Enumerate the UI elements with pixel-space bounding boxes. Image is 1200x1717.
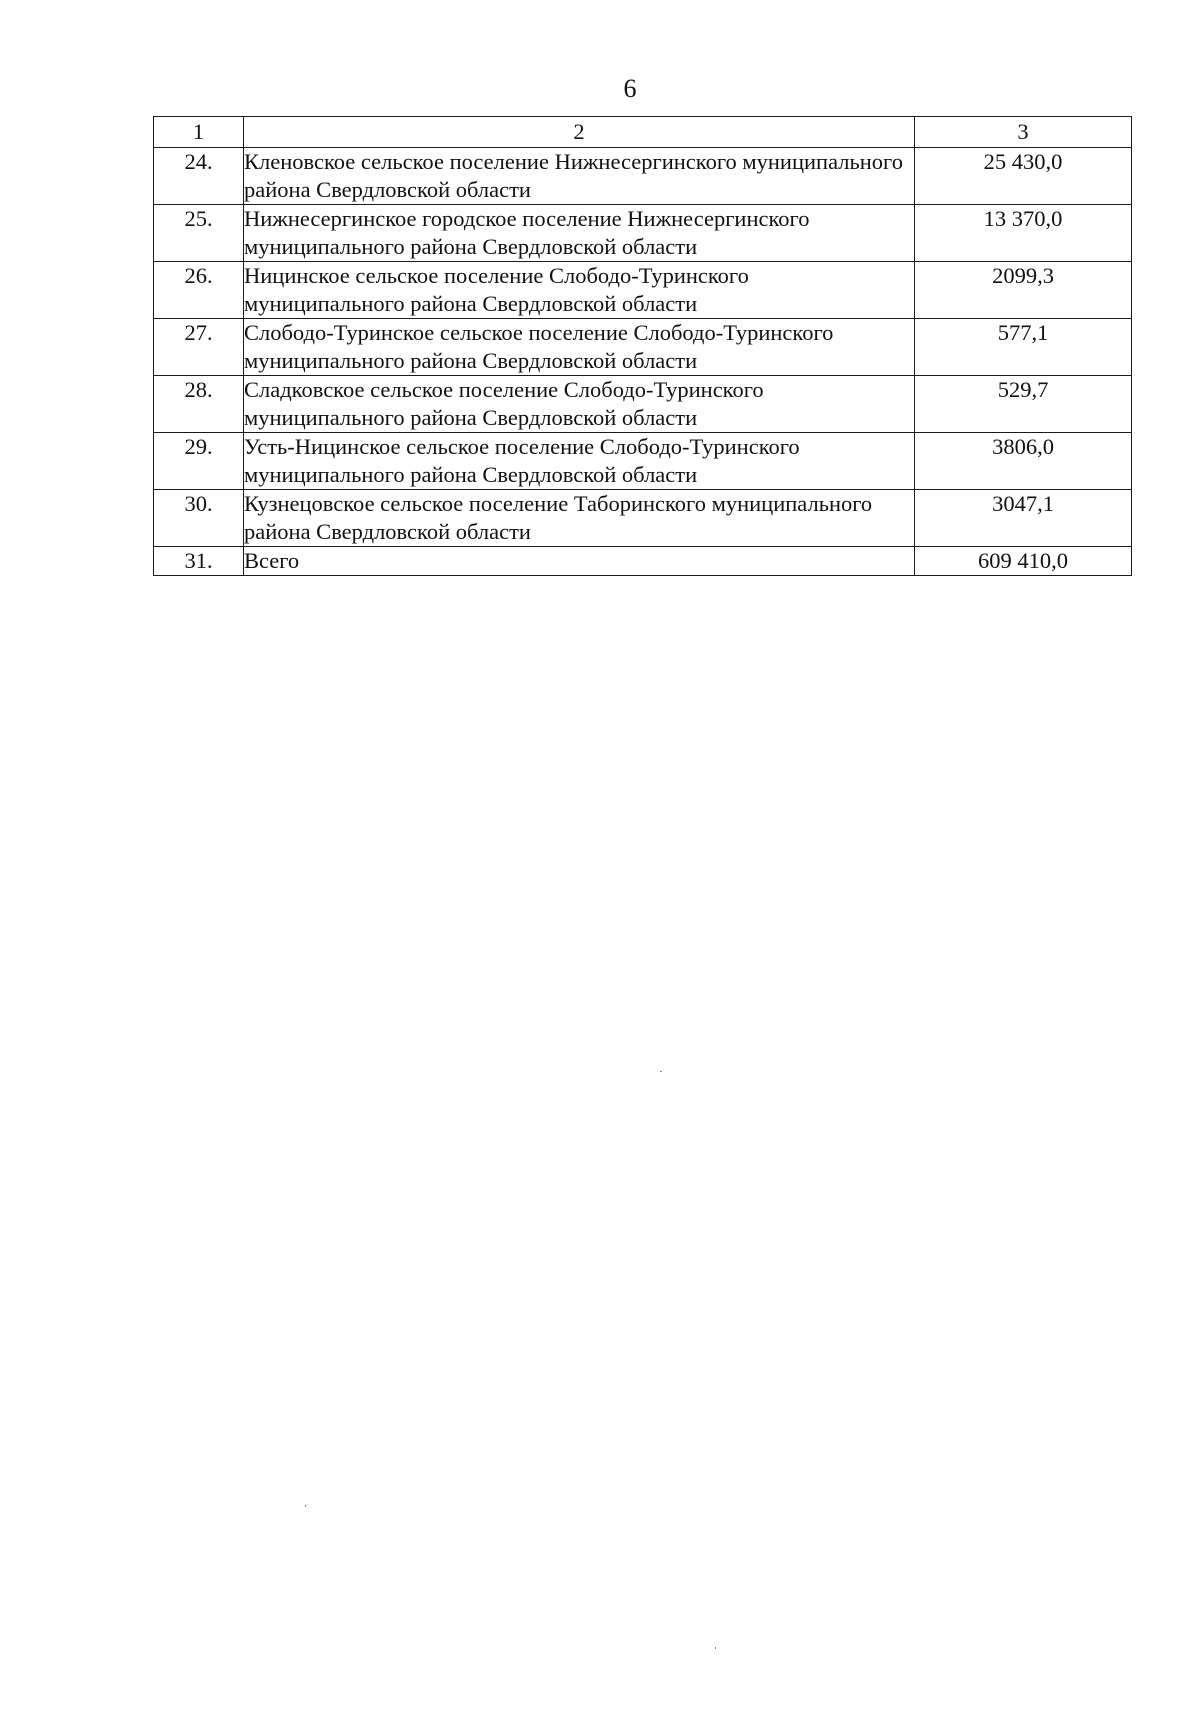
settlement-name: Ницинское сельское поселение Слободо-Туринского муниципального района Свердловской области — [244, 262, 915, 319]
table-row — [154, 490, 1132, 547]
amount-value: 3047,1 — [915, 490, 1132, 547]
total-label: Всего — [244, 547, 915, 576]
row-number: 30. — [154, 490, 244, 547]
total-value: 609 410,0 — [915, 547, 1132, 576]
amount-value: 25 430,0 — [915, 148, 1132, 205]
allocation-table — [153, 116, 1132, 576]
column-header-3: 3 — [915, 117, 1132, 148]
scan-speck — [715, 1647, 716, 1649]
row-number: 27. — [154, 319, 244, 376]
table-row — [154, 376, 1132, 433]
scan-speck — [305, 1505, 306, 1507]
settlement-name: Кленовское сельское поселение Нижнесергинского муниципального района Свердловской области — [244, 148, 915, 205]
amount-value: 2099,3 — [915, 262, 1132, 319]
amount-value: 529,7 — [915, 376, 1132, 433]
page-number: 6 — [623, 74, 637, 103]
table-row — [154, 205, 1132, 262]
row-number: 25. — [154, 205, 244, 262]
total-row-number: 31. — [154, 547, 244, 576]
settlement-name: Нижнесергинское городское поселение Нижнесергинского муниципального района Свердловской области — [244, 205, 915, 262]
table-row — [154, 148, 1132, 205]
table-row — [154, 262, 1132, 319]
row-number: 28. — [154, 376, 244, 433]
settlement-name: Сладковское сельское поселение Слободо-Туринского муниципального района Свердловской области — [244, 376, 915, 433]
column-header-2: 2 — [244, 117, 915, 148]
row-number: 24. — [154, 148, 244, 205]
table-row — [154, 433, 1132, 490]
row-number: 26. — [154, 262, 244, 319]
scan-speck — [660, 1071, 662, 1072]
amount-value: 577,1 — [915, 319, 1132, 376]
table-total-row — [154, 547, 1132, 576]
settlement-name: Слободо-Туринское сельское поселение Слободо-Туринского муниципального района Свердловской области — [244, 319, 915, 376]
table-header-row — [154, 117, 1132, 148]
row-number: 29. — [154, 433, 244, 490]
amount-value: 3806,0 — [915, 433, 1132, 490]
table-row — [154, 319, 1132, 376]
settlement-name: Кузнецовское сельское поселение Таборинского муниципального района Свердловской области — [244, 490, 915, 547]
settlement-name: Усть-Ницинское сельское поселение Слободо-Туринского муниципального района Свердловской области — [244, 433, 915, 490]
column-header-1: 1 — [154, 117, 244, 148]
amount-value: 13 370,0 — [915, 205, 1132, 262]
